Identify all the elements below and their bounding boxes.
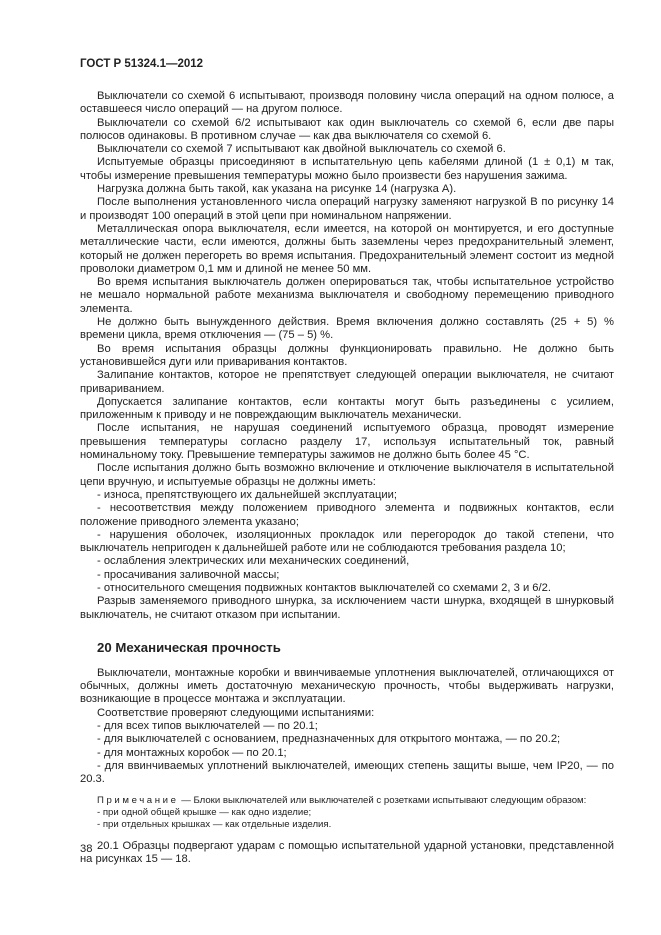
paragraph: Нагрузка должна быть такой, как указана на рисунке 14 (нагрузка А). [97, 183, 457, 196]
clause-20-1: 20.1 Образцы подвергают ударам с помощью испытательной ударной установки, представленной на рисунках 15 — 18. [80, 839, 614, 865]
paragraph: Во время испытания образцы должны функционировать правильно. Не должно быть установившейся дуги или приваривания контактов. [80, 342, 614, 368]
note-item: - при одной общей крышке — как одно изделие; [97, 806, 312, 818]
note-item: - при отдельных крышках — как отдельные изделия. [97, 818, 332, 830]
note-label: Примечание [97, 794, 179, 806]
note [97, 795, 614, 831]
page-number: 38 [80, 843, 93, 855]
paragraph: - несоответствия между положением приводного элемента и подвижных контактов, если положение приводного элемента указано; [80, 502, 614, 528]
paragraph: Выключатели со схемой 7 испытывают как двойной выключатель со схемой 6. [97, 143, 506, 156]
paragraph: После испытания должно быть возможно включение и отключение выключателя в испытательной цепи вручную, и испытуемые образцы не должны иметь: [80, 462, 614, 488]
paragraph: Допускается залипание контактов, если контакты могут быть разъединены с усилием, приложенным к приводу и не повреждающим выключатель механически. [80, 395, 614, 422]
document-header: ГОСТ Р 51324.1—2012 [80, 58, 204, 70]
paragraph: - для ввинчиваемых уплотнений выключателей, имеющих степень защиты выше, чем IP20, — по 20.3. [80, 759, 614, 786]
paragraph: Разрыв заменяемого приводного шнурка, за исключением части шнурка, входящей в шнурковый выключатель, не считают отказом при испытании. [80, 595, 614, 621]
paragraph: - для выключателей с основанием, предназначенных для открытого монтажа, — по 20.2; [97, 733, 561, 746]
paragraph: Соответствие проверяют следующими испытаниями: [97, 706, 375, 719]
document-body [80, 90, 614, 866]
paragraph: - нарушения оболочек, изоляционных прокладок или перегородок до такой степени, что выключатель непригоден к дальнейшей работе или не соблюдаются требования раздела 10; [80, 528, 614, 555]
paragraph: - относительного смещения подвижных контактов выключателей со схемами 2, 3 и 6/2. [97, 581, 551, 594]
paragraph: Не должно быть вынужденного действия. Время включения должно составлять (25 + 5) % времени цикла, время отключения — (75 – 5) %. [80, 316, 614, 342]
paragraph: - для монтажных коробок — по 20.1; [97, 746, 287, 759]
paragraph: После испытания, не нарушая соединений испытуемого образца, проводят измерение превышения температуры согласно разделу 17, используя испытательный ток, равный номинальному току. Превышение температуры зажимов не должно быть более 45 °С. [80, 422, 614, 462]
note-text: — Блоки выключателей или выключателей с розетками испытывают следующим образом: [178, 794, 587, 806]
paragraph: - ослабления электрических или механических соединений, [97, 555, 410, 568]
paragraph: - для всех типов выключателей — по 20.1; [97, 720, 318, 733]
paragraph: Выключатели со схемой 6/2 испытывают как один выключатель со схемой 6, если две пары полюсов одинаковы. В противном случае — как два выключателя со схемой 6. [80, 116, 614, 142]
section-paragraphs [80, 667, 614, 787]
paragraph: Выключатели со схемой 6 испытывают, производя половину числа операций на одном полюсе, а оставшееся число операций — на другом полюсе. [80, 90, 614, 116]
top-paragraphs [80, 90, 614, 622]
paragraph: Во время испытания выключатель должен оперироваться так, чтобы испытательное устройство не мешало нормальной работе механизма выключателя и свободному перемещению приводного элемента. [80, 276, 614, 315]
paragraph: Выключатели, монтажные коробки и ввинчиваемые уплотнения выключателей, отличающихся от обычных, должны иметь достаточную механическую прочность, чтобы выдерживать нагрузки, возникающие в процессе монтажа и эксплуатации. [80, 666, 614, 706]
paragraph: Металлическая опора выключателя, если имеется, на которой он монтируется, и его доступные металлические части, если имеются, должны быть заземлены через предохранительный элемент, который не должен перегореть во время испытания. Предохранительный элемент состоит из медной проволоки диаметром 0,1 мм и длиной не менее 50 мм. [80, 222, 614, 275]
paragraph: Залипание контактов, которое не препятствует следующей операции выключателя, не считают привариванием. [80, 369, 614, 395]
paragraph: - износа, препятствующего их дальнейшей эксплуатации; [97, 488, 397, 501]
paragraph: - просачивания заливочной массы; [97, 568, 280, 581]
paragraph: Испытуемые образцы присоединяют в испытательную цепь кабелями длиной (1 ± 0,1) м так, чтобы измерение превышения температуры можно было произвести без нарушения зажима. [80, 156, 614, 182]
paragraph: После выполнения установленного числа операций нагрузку заменяют нагрузкой В по рисунку 14 и производят 100 операций в этой цепи при номинальном напряжении. [80, 196, 614, 222]
section-heading: 20 Механическая прочность [97, 639, 281, 655]
